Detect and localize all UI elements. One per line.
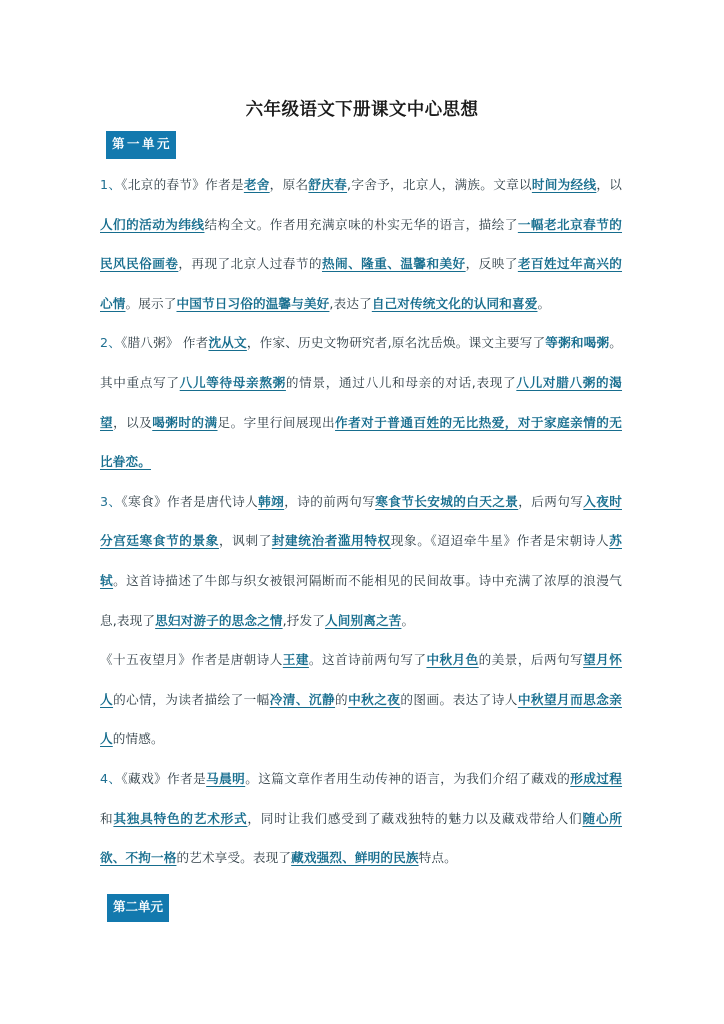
text-run: 《十五夜望月》作者是唐朝诗人	[100, 652, 283, 668]
key-phrase: 时间为经线	[531, 177, 597, 192]
paragraph	[100, 482, 622, 640]
key-phrase: 等粥和喝粥	[545, 335, 610, 351]
text-run: ，反映了	[465, 256, 518, 272]
text-run: ，同时让我们感受到了藏戏独特的魅力以及藏戏带给人们	[247, 810, 583, 826]
text-run: 现象。《迢迢牵牛星》作者是宋朝诗人	[390, 533, 610, 549]
text-run: ，讽刺了	[218, 533, 272, 549]
key-phrase: 马晨明	[206, 770, 246, 786]
text-run: ，以及	[113, 414, 153, 430]
text-run: ，诗的前两句写	[284, 493, 376, 509]
paragraph	[100, 640, 622, 759]
key-phrase: 八儿等待母亲熬粥	[179, 374, 286, 390]
text-run: 。展示了	[125, 295, 177, 311]
text-run: 。这首诗描述了牛郎与织女被银河隔断而不能相见的民间故事。诗中充满了浓厚的浪漫气息,表现了	[100, 572, 622, 628]
key-phrase: 中秋望月而思念亲人	[100, 691, 622, 747]
key-phrase: 舒庆春	[308, 177, 348, 192]
text-run: 的情景，通过八儿和母亲的对话,表现了	[285, 374, 517, 390]
unit-badge-second: 第二单元	[107, 894, 169, 922]
document-body	[100, 165, 622, 878]
paragraph-number: 1、	[100, 177, 122, 192]
text-run: ，以	[596, 177, 622, 192]
key-phrase: 喝粥时的满	[152, 414, 218, 430]
text-run: 。	[401, 612, 415, 628]
key-phrase: 形成过程	[570, 770, 623, 786]
key-phrase: 望月怀人	[100, 652, 622, 707]
text-run: ,抒发了	[282, 612, 325, 628]
text-run: 。这首诗前两句写了	[308, 652, 427, 668]
text-run: 和	[100, 810, 114, 826]
text-run: ，原名	[269, 177, 309, 192]
key-phrase: 热闹、隆重、温馨和美好	[321, 256, 466, 272]
text-run: 足。字里行间展现出	[217, 414, 336, 430]
key-phrase: 中秋之夜	[348, 691, 401, 707]
key-phrase: 冷清、沉静	[269, 691, 336, 707]
key-phrase: 随心所欲、不拘一格	[100, 810, 622, 866]
text-run: 。	[537, 295, 551, 311]
key-phrase: 藏戏强烈、鲜明的民族	[291, 850, 419, 866]
key-phrase: 中秋月色	[426, 652, 479, 668]
key-phrase: 一幅老北京春节的民风民俗画卷	[100, 216, 623, 272]
text-run: ，作家、历史文物研究者,原名沈岳焕。课文主要写了	[246, 335, 546, 351]
key-phrase: 老舍	[243, 177, 270, 192]
text-run: 《腊八粥》 作者	[121, 335, 209, 351]
key-phrase: 入夜时分宫廷寒食节的景象	[100, 493, 622, 549]
key-phrase: 韩翊	[258, 493, 285, 509]
text-run: 的美景，后两句写	[478, 652, 584, 668]
paragraph-number: 3、	[100, 493, 122, 509]
text-run: ，后两句写	[518, 493, 584, 509]
text-run: 的艺术享受。表现了	[176, 850, 292, 866]
key-phrase: 老百姓过年高兴的心情	[100, 256, 623, 311]
key-phrase: 人间别离之苦	[324, 612, 402, 628]
key-phrase: 寒食节长安城的白天之景	[375, 493, 519, 509]
key-phrase: 苏轼	[100, 533, 622, 588]
text-run: 的	[335, 691, 349, 707]
page-title: 六年级语文下册课文中心思想	[245, 99, 479, 120]
text-run: 《藏戏》作者是	[121, 770, 207, 786]
key-phrase: 作者对于普通百姓的无比热爱，对于家庭亲情的无比眷恋。	[100, 414, 622, 470]
paragraph-number: 4、	[100, 770, 122, 786]
key-phrase: 其独具特色的艺术形式	[113, 810, 248, 826]
text-run: 的心情，为读者描绘了一幅	[113, 691, 270, 707]
key-phrase: 思妇对游子的思念之情	[155, 612, 283, 628]
text-run: 结构全文。作者用充满京味的朴实无华的语言，描绘了	[204, 216, 518, 232]
key-phrase: 中国节日习俗的温馨与美好	[176, 295, 330, 311]
text-run: 《北京的春节》作者是	[121, 177, 244, 192]
key-phrase: 沈从文	[208, 335, 247, 351]
key-phrase: 人们的活动为纬线	[100, 216, 205, 232]
text-run: 《寒食》作者是唐代诗人	[121, 493, 259, 509]
paragraph	[100, 323, 622, 481]
text-run: 的情感。	[112, 731, 164, 747]
text-run: 。其中重点写了	[100, 335, 623, 390]
text-run: 的图画。表达了诗人	[400, 691, 518, 707]
paragraph	[100, 165, 622, 323]
key-phrase: 封建统治者滥用特权	[271, 533, 391, 549]
text-run: ,表达了	[329, 295, 372, 311]
key-phrase: 王建	[282, 652, 309, 668]
text-run: ，再现了北京人过春节的	[178, 256, 322, 272]
key-phrase: 自己对传统文化的认同和喜爱	[371, 295, 538, 311]
key-phrase: 八儿对腊八粥的渴望	[100, 374, 623, 430]
unit-badge-first: 第一单元	[106, 131, 176, 159]
text-run: ,字舍予，北京人，满族。文章以	[347, 177, 532, 192]
paragraph	[100, 759, 622, 878]
text-run: 特点。	[418, 850, 457, 866]
paragraph-number: 2、	[100, 335, 122, 351]
text-run: 。这篇文章作者用生动传神的语言，为我们介绍了藏戏的	[245, 770, 571, 786]
